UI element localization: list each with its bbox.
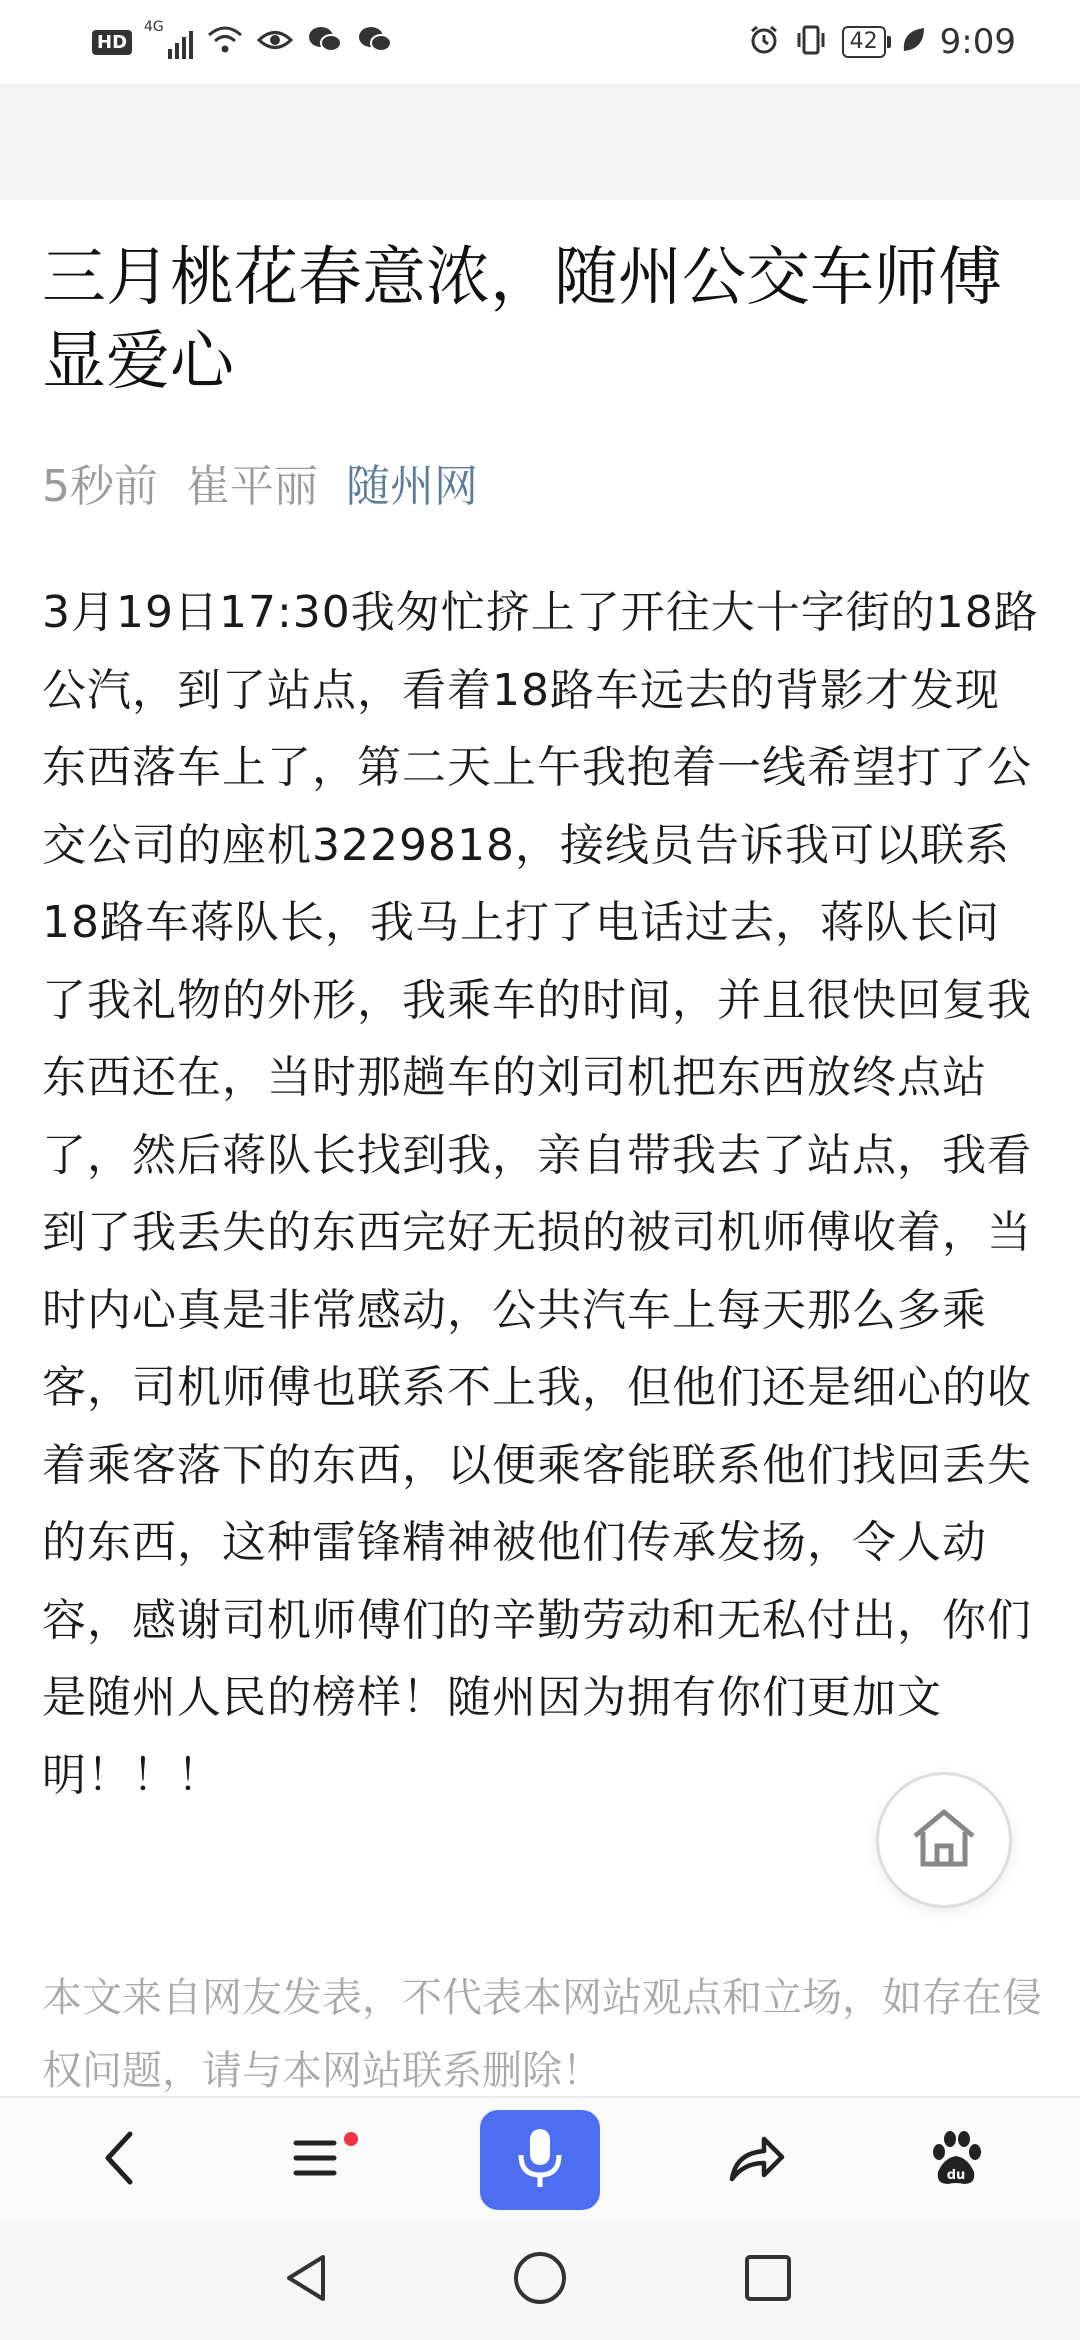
- nav-recents-button[interactable]: [718, 2230, 818, 2330]
- eye-icon: [257, 27, 293, 57]
- top-strip: [0, 84, 1080, 200]
- bottom-toolbar: [0, 2096, 1080, 2222]
- disclaimer: 本文来自网友发表，不代表本网站观点和立场，如存在侵权问题，请与本网站联系删除！: [42, 1975, 1042, 2094]
- status-bar-right: [748, 20, 1016, 64]
- nav-home-icon: [510, 2248, 570, 2312]
- wifi-icon: [207, 25, 243, 59]
- nav-recents-icon: [742, 2252, 794, 2308]
- menu-button[interactable]: [270, 2110, 370, 2210]
- article-body: 3月19日17:30我匆忙挤上了开往大十字街的18路公汽，到了站点，看着18路车远去的背影才发现东西落车上了，第二天上午我抱着一线希望打了公交公司的座机3229818，接线员告诉我可以联系18路车蒋队长，我马上打了电话过去，蒋队长问了我礼物的外形，我乘车的时间，并且很快回复我东西还在，当时那趟车的刘司机把东西放终点站了，然后蒋队长找到我，亲自带我去了站点，我看到了我丢失的东西完好无损的被司机师傅收着，当时内心真是非常感动，公共汽车上每天那么多乘客，司机师傅也联系不上我，但他们还是细心的收着乘客落下的东西，以便乘客能联系他们找回丢失的东西，这种雷锋精神被他们传承发扬，令人动容，感谢司机师傅们的辛勤劳动和无私付出，你们是随州人民的榜样！随州因为拥有你们更加文明！！！: [42, 587, 1039, 1801]
- network-type: 4G: [144, 19, 164, 35]
- share-button[interactable]: [706, 2110, 806, 2210]
- leaf-icon: [900, 25, 926, 59]
- nav-back-button[interactable]: [256, 2230, 356, 2330]
- status-bar-left: [92, 20, 393, 64]
- home-float-button[interactable]: [876, 1772, 1012, 1908]
- source-link[interactable]: 随州网: [346, 461, 478, 512]
- article-meta: [42, 450, 478, 514]
- back-button[interactable]: [70, 2110, 170, 2210]
- voice-search-button[interactable]: [480, 2110, 600, 2210]
- share-icon: [726, 2131, 786, 2189]
- hd-badge: HD: [92, 30, 132, 55]
- vibrate-icon: [794, 24, 828, 60]
- wechat-icon-2: [357, 25, 393, 59]
- alarm-icon: [748, 24, 780, 60]
- wechat-icon: [307, 25, 343, 59]
- home-icon: [909, 1806, 979, 1874]
- menu-icon: [292, 2133, 348, 2187]
- svg-text:du: du: [946, 2168, 966, 2183]
- author-name: 崔平丽: [186, 461, 318, 512]
- back-icon: [100, 2128, 140, 2192]
- clock: 9:09: [939, 22, 1016, 62]
- signal-icon: [144, 19, 193, 59]
- baidu-button[interactable]: [906, 2110, 1006, 2210]
- system-nav-bar: [0, 2220, 1080, 2340]
- notification-dot: [344, 2132, 358, 2146]
- article-title: 三月桃花春意浓，随州公交车师傅显爱心: [42, 241, 1002, 399]
- microphone-icon: [515, 2125, 565, 2195]
- nav-back-icon: [281, 2251, 331, 2309]
- publish-time: 5秒前: [42, 461, 158, 512]
- baidu-paw-icon: [926, 2128, 986, 2192]
- battery-indicator: 42: [842, 26, 886, 58]
- nav-home-button[interactable]: [490, 2230, 590, 2330]
- status-bar: [0, 0, 1080, 84]
